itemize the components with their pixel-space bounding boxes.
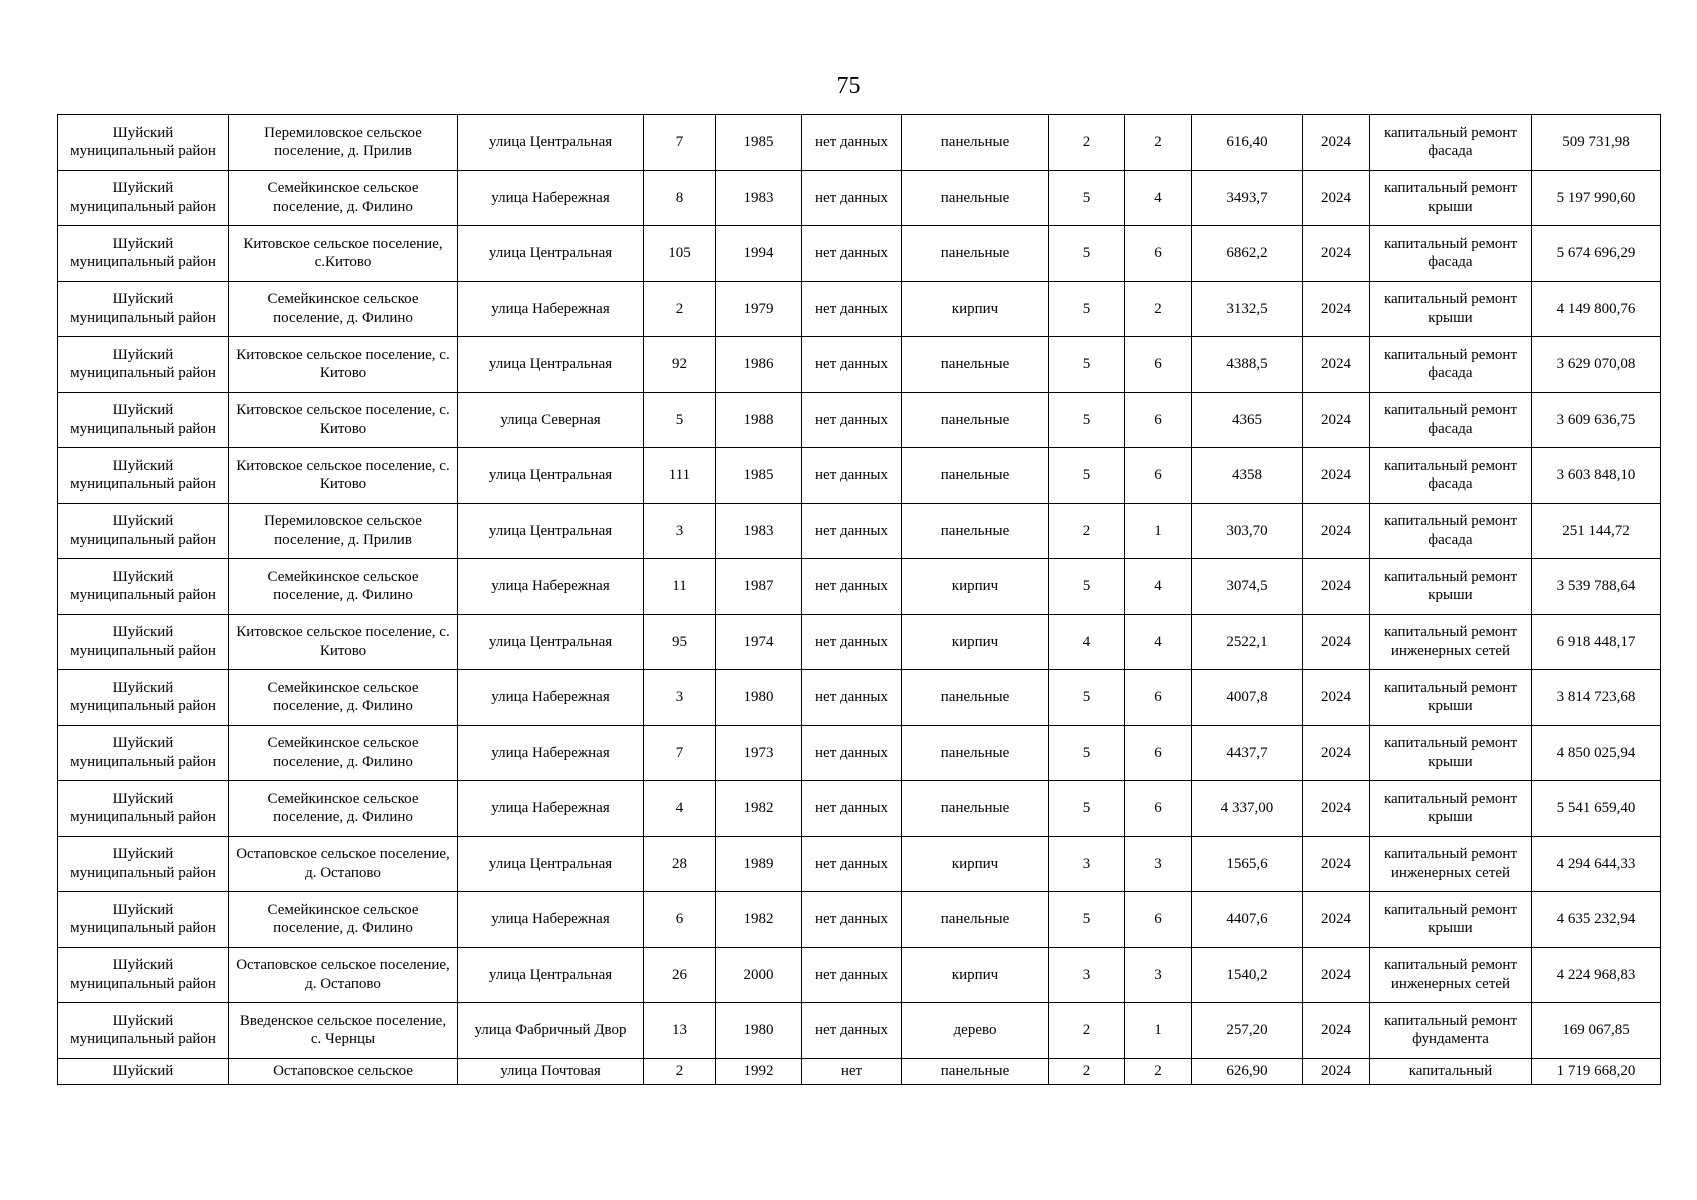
cell-floors: 5 (1049, 392, 1125, 448)
cell-house-number: 5 (644, 392, 716, 448)
cell-street: улица Набережная (458, 781, 644, 837)
table-row (58, 503, 1661, 559)
cell-cost: 169 067,85 (1532, 1003, 1661, 1059)
table-row (58, 1058, 1661, 1084)
cell-year-built: 1974 (716, 614, 802, 670)
cell-area: 4407,6 (1192, 892, 1303, 948)
cell-entrances: 2 (1125, 281, 1192, 337)
cell-house-number: 8 (644, 170, 716, 226)
cell-wall-material: дерево (902, 1003, 1049, 1059)
cell-floors: 2 (1049, 1058, 1125, 1084)
cell-plan-year: 2024 (1303, 115, 1370, 171)
cell-street: улица Центральная (458, 115, 644, 171)
table-row (58, 670, 1661, 726)
cell-work-type: капитальный ремонт инженерных сетей (1370, 614, 1532, 670)
cell-house-number: 7 (644, 115, 716, 171)
cell-wall-data: нет (802, 1058, 902, 1084)
cell-work-type: капитальный ремонт крыши (1370, 892, 1532, 948)
cell-year-built: 1979 (716, 281, 802, 337)
cell-plan-year: 2024 (1303, 337, 1370, 393)
cell-street: улица Набережная (458, 670, 644, 726)
cell-cost: 3 609 636,75 (1532, 392, 1661, 448)
cell-work-type: капитальный ремонт фасада (1370, 226, 1532, 282)
cell-plan-year: 2024 (1303, 670, 1370, 726)
cell-street: улица Центральная (458, 614, 644, 670)
cell-work-type: капитальный ремонт фасада (1370, 337, 1532, 393)
cell-district: Шуйский муниципальный район (58, 115, 229, 171)
cell-street: улица Почтовая (458, 1058, 644, 1084)
cell-house-number: 3 (644, 670, 716, 726)
cell-wall-material: панельные (902, 1058, 1049, 1084)
cell-area: 4437,7 (1192, 725, 1303, 781)
cell-year-built: 1988 (716, 392, 802, 448)
cell-wall-material: панельные (902, 115, 1049, 171)
cell-floors: 5 (1049, 781, 1125, 837)
cell-cost: 5 197 990,60 (1532, 170, 1661, 226)
table-row (58, 448, 1661, 504)
cell-street: улица Набережная (458, 281, 644, 337)
cell-district: Шуйский муниципальный район (58, 947, 229, 1003)
cell-settlement: Остаповское сельское поселение, д. Остапово (229, 947, 458, 1003)
cell-street: улица Центральная (458, 337, 644, 393)
cell-year-built: 1987 (716, 559, 802, 615)
cell-settlement: Введенское сельское поселение, с. Чернцы (229, 1003, 458, 1059)
cell-entrances: 1 (1125, 503, 1192, 559)
cell-district: Шуйский муниципальный район (58, 503, 229, 559)
cell-work-type: капитальный ремонт инженерных сетей (1370, 836, 1532, 892)
cell-year-built: 1986 (716, 337, 802, 393)
cell-year-built: 1985 (716, 448, 802, 504)
cell-settlement: Семейкинское сельское поселение, д. Филино (229, 670, 458, 726)
cell-area: 257,20 (1192, 1003, 1303, 1059)
cell-entrances: 6 (1125, 448, 1192, 504)
cell-district: Шуйский муниципальный район (58, 448, 229, 504)
cell-wall-data: нет данных (802, 226, 902, 282)
cell-year-built: 1980 (716, 1003, 802, 1059)
cell-settlement: Семейкинское сельское поселение, д. Филино (229, 170, 458, 226)
cell-entrances: 4 (1125, 614, 1192, 670)
cell-wall-material: панельные (902, 781, 1049, 837)
cell-wall-data: нет данных (802, 781, 902, 837)
cell-wall-material: панельные (902, 725, 1049, 781)
cell-plan-year: 2024 (1303, 170, 1370, 226)
cell-wall-data: нет данных (802, 1003, 902, 1059)
cell-wall-material: панельные (902, 337, 1049, 393)
cell-street: улица Центральная (458, 448, 644, 504)
cell-wall-data: нет данных (802, 892, 902, 948)
cell-cost: 4 224 968,83 (1532, 947, 1661, 1003)
table-row (58, 614, 1661, 670)
cell-wall-material: панельные (902, 226, 1049, 282)
cell-wall-material: кирпич (902, 281, 1049, 337)
cell-house-number: 2 (644, 281, 716, 337)
cell-wall-data: нет данных (802, 559, 902, 615)
cell-wall-data: нет данных (802, 836, 902, 892)
cell-floors: 5 (1049, 725, 1125, 781)
cell-work-type: капитальный ремонт крыши (1370, 281, 1532, 337)
table-row (58, 1003, 1661, 1059)
cell-district: Шуйский муниципальный район (58, 781, 229, 837)
cell-plan-year: 2024 (1303, 559, 1370, 615)
cell-floors: 3 (1049, 836, 1125, 892)
cell-floors: 2 (1049, 503, 1125, 559)
table-row (58, 115, 1661, 171)
cell-entrances: 6 (1125, 670, 1192, 726)
cell-plan-year: 2024 (1303, 614, 1370, 670)
cell-wall-data: нет данных (802, 115, 902, 171)
cell-floors: 4 (1049, 614, 1125, 670)
cell-area: 303,70 (1192, 503, 1303, 559)
cell-entrances: 2 (1125, 1058, 1192, 1084)
cell-district: Шуйский муниципальный район (58, 836, 229, 892)
cell-area: 6862,2 (1192, 226, 1303, 282)
cell-work-type: капитальный ремонт крыши (1370, 559, 1532, 615)
cell-plan-year: 2024 (1303, 1003, 1370, 1059)
cell-settlement: Семейкинское сельское поселение, д. Филино (229, 781, 458, 837)
cell-floors: 5 (1049, 670, 1125, 726)
cell-floors: 5 (1049, 448, 1125, 504)
cell-floors: 5 (1049, 337, 1125, 393)
table-row (58, 836, 1661, 892)
cell-entrances: 6 (1125, 892, 1192, 948)
cell-wall-material: кирпич (902, 836, 1049, 892)
cell-year-built: 1982 (716, 781, 802, 837)
cell-street: улица Набережная (458, 170, 644, 226)
cell-cost: 3 814 723,68 (1532, 670, 1661, 726)
cell-district: Шуйский муниципальный район (58, 337, 229, 393)
cell-plan-year: 2024 (1303, 281, 1370, 337)
cell-house-number: 3 (644, 503, 716, 559)
cell-work-type: капитальный ремонт инженерных сетей (1370, 947, 1532, 1003)
cell-district: Шуйский муниципальный район (58, 281, 229, 337)
cell-district: Шуйский муниципальный район (58, 392, 229, 448)
cell-area: 4007,8 (1192, 670, 1303, 726)
cell-district: Шуйский муниципальный район (58, 1003, 229, 1059)
table-row (58, 781, 1661, 837)
cell-settlement: Китовское сельское поселение, с. Китово (229, 448, 458, 504)
cell-street: улица Центральная (458, 836, 644, 892)
cell-floors: 5 (1049, 226, 1125, 282)
table-row (58, 947, 1661, 1003)
cell-area: 2522,1 (1192, 614, 1303, 670)
cell-cost: 4 635 232,94 (1532, 892, 1661, 948)
cell-work-type: капитальный ремонт крыши (1370, 670, 1532, 726)
cell-entrances: 1 (1125, 1003, 1192, 1059)
cell-house-number: 105 (644, 226, 716, 282)
cell-house-number: 11 (644, 559, 716, 615)
cell-wall-material: панельные (902, 670, 1049, 726)
cell-year-built: 1992 (716, 1058, 802, 1084)
table-row (58, 337, 1661, 393)
cell-street: улица Центральная (458, 947, 644, 1003)
cell-cost: 5 541 659,40 (1532, 781, 1661, 837)
cell-area: 3493,7 (1192, 170, 1303, 226)
cell-cost: 3 629 070,08 (1532, 337, 1661, 393)
cell-area: 616,40 (1192, 115, 1303, 171)
cell-floors: 5 (1049, 892, 1125, 948)
cell-cost: 1 719 668,20 (1532, 1058, 1661, 1084)
cell-cost: 3 603 848,10 (1532, 448, 1661, 504)
cell-year-built: 2000 (716, 947, 802, 1003)
table-row (58, 559, 1661, 615)
cell-street: улица Центральная (458, 503, 644, 559)
cell-wall-material: панельные (902, 892, 1049, 948)
cell-wall-data: нет данных (802, 281, 902, 337)
cell-work-type: капитальный ремонт фундамента (1370, 1003, 1532, 1059)
cell-settlement: Китовское сельское поселение, с. Китово (229, 614, 458, 670)
cell-settlement: Остаповское сельское (229, 1058, 458, 1084)
cell-year-built: 1973 (716, 725, 802, 781)
cell-entrances: 2 (1125, 115, 1192, 171)
cell-work-type: капитальный ремонт фасада (1370, 392, 1532, 448)
cell-cost: 509 731,98 (1532, 115, 1661, 171)
cell-house-number: 28 (644, 836, 716, 892)
cell-wall-data: нет данных (802, 670, 902, 726)
cell-area: 3132,5 (1192, 281, 1303, 337)
cell-area: 4358 (1192, 448, 1303, 504)
table-row (58, 170, 1661, 226)
cell-house-number: 13 (644, 1003, 716, 1059)
cell-settlement: Семейкинское сельское поселение, д. Филино (229, 281, 458, 337)
cell-year-built: 1982 (716, 892, 802, 948)
cell-district: Шуйский муниципальный район (58, 892, 229, 948)
cell-plan-year: 2024 (1303, 392, 1370, 448)
cell-settlement: Перемиловское сельское поселение, д. Прилив (229, 115, 458, 171)
cell-district: Шуйский муниципальный район (58, 725, 229, 781)
cell-wall-data: нет данных (802, 725, 902, 781)
cell-street: улица Северная (458, 392, 644, 448)
cell-district: Шуйский муниципальный район (58, 614, 229, 670)
cell-floors: 2 (1049, 115, 1125, 171)
cell-plan-year: 2024 (1303, 725, 1370, 781)
cell-house-number: 4 (644, 781, 716, 837)
cell-district: Шуйский муниципальный район (58, 170, 229, 226)
cell-district: Шуйский (58, 1058, 229, 1084)
cell-entrances: 3 (1125, 947, 1192, 1003)
cell-settlement: Перемиловское сельское поселение, д. Прилив (229, 503, 458, 559)
cell-floors: 5 (1049, 281, 1125, 337)
cell-house-number: 26 (644, 947, 716, 1003)
cell-wall-material: панельные (902, 448, 1049, 504)
cell-area: 626,90 (1192, 1058, 1303, 1084)
cell-district: Шуйский муниципальный район (58, 226, 229, 282)
cell-year-built: 1980 (716, 670, 802, 726)
cell-wall-material: панельные (902, 503, 1049, 559)
cell-area: 3074,5 (1192, 559, 1303, 615)
cell-floors: 2 (1049, 1003, 1125, 1059)
cell-cost: 4 149 800,76 (1532, 281, 1661, 337)
cell-settlement: Остаповское сельское поселение, д. Остапово (229, 836, 458, 892)
housing-registry-table (57, 114, 1661, 1085)
cell-cost: 4 850 025,94 (1532, 725, 1661, 781)
cell-area: 1540,2 (1192, 947, 1303, 1003)
cell-wall-material: кирпич (902, 614, 1049, 670)
cell-entrances: 6 (1125, 392, 1192, 448)
cell-work-type: капитальный (1370, 1058, 1532, 1084)
cell-wall-material: панельные (902, 392, 1049, 448)
cell-house-number: 6 (644, 892, 716, 948)
cell-entrances: 4 (1125, 170, 1192, 226)
cell-entrances: 6 (1125, 725, 1192, 781)
cell-district: Шуйский муниципальный район (58, 559, 229, 615)
table-row (58, 892, 1661, 948)
cell-house-number: 7 (644, 725, 716, 781)
cell-wall-material: кирпич (902, 947, 1049, 1003)
cell-wall-material: кирпич (902, 559, 1049, 615)
cell-street: улица Фабричный Двор (458, 1003, 644, 1059)
cell-entrances: 3 (1125, 836, 1192, 892)
cell-wall-data: нет данных (802, 392, 902, 448)
cell-cost: 251 144,72 (1532, 503, 1661, 559)
table-row (58, 392, 1661, 448)
table-row (58, 226, 1661, 282)
cell-house-number: 95 (644, 614, 716, 670)
cell-wall-data: нет данных (802, 448, 902, 504)
cell-settlement: Семейкинское сельское поселение, д. Филино (229, 725, 458, 781)
cell-street: улица Набережная (458, 892, 644, 948)
cell-street: улица Набережная (458, 559, 644, 615)
cell-wall-material: панельные (902, 170, 1049, 226)
cell-house-number: 111 (644, 448, 716, 504)
cell-settlement: Семейкинское сельское поселение, д. Филино (229, 892, 458, 948)
cell-house-number: 2 (644, 1058, 716, 1084)
table-row (58, 725, 1661, 781)
cell-wall-data: нет данных (802, 170, 902, 226)
cell-year-built: 1983 (716, 503, 802, 559)
cell-wall-data: нет данных (802, 503, 902, 559)
cell-street: улица Набережная (458, 725, 644, 781)
cell-floors: 5 (1049, 170, 1125, 226)
table-row (58, 281, 1661, 337)
cell-work-type: капитальный ремонт фасада (1370, 503, 1532, 559)
cell-plan-year: 2024 (1303, 781, 1370, 837)
cell-year-built: 1985 (716, 115, 802, 171)
cell-year-built: 1983 (716, 170, 802, 226)
cell-work-type: капитальный ремонт фасада (1370, 115, 1532, 171)
cell-area: 4388,5 (1192, 337, 1303, 393)
cell-plan-year: 2024 (1303, 892, 1370, 948)
cell-entrances: 6 (1125, 337, 1192, 393)
cell-entrances: 4 (1125, 559, 1192, 615)
page-number: 75 (836, 73, 861, 99)
cell-settlement: Китовское сельское поселение, с. Китово (229, 392, 458, 448)
cell-year-built: 1994 (716, 226, 802, 282)
cell-settlement: Семейкинское сельское поселение, д. Филино (229, 559, 458, 615)
cell-entrances: 6 (1125, 226, 1192, 282)
cell-work-type: капитальный ремонт крыши (1370, 170, 1532, 226)
cell-settlement: Китовское сельское поселение, с.Китово (229, 226, 458, 282)
cell-floors: 3 (1049, 947, 1125, 1003)
cell-year-built: 1989 (716, 836, 802, 892)
cell-plan-year: 2024 (1303, 448, 1370, 504)
cell-plan-year: 2024 (1303, 226, 1370, 282)
cell-cost: 4 294 644,33 (1532, 836, 1661, 892)
cell-work-type: капитальный ремонт крыши (1370, 725, 1532, 781)
cell-cost: 5 674 696,29 (1532, 226, 1661, 282)
cell-street: улица Центральная (458, 226, 644, 282)
cell-area: 1565,6 (1192, 836, 1303, 892)
cell-entrances: 6 (1125, 781, 1192, 837)
cell-plan-year: 2024 (1303, 1058, 1370, 1084)
cell-wall-data: нет данных (802, 337, 902, 393)
cell-floors: 5 (1049, 559, 1125, 615)
cell-cost: 6 918 448,17 (1532, 614, 1661, 670)
cell-wall-data: нет данных (802, 614, 902, 670)
cell-work-type: капитальный ремонт крыши (1370, 781, 1532, 837)
cell-settlement: Китовское сельское поселение, с. Китово (229, 337, 458, 393)
cell-plan-year: 2024 (1303, 503, 1370, 559)
cell-district: Шуйский муниципальный район (58, 670, 229, 726)
cell-work-type: капитальный ремонт фасада (1370, 448, 1532, 504)
cell-plan-year: 2024 (1303, 836, 1370, 892)
cell-wall-data: нет данных (802, 947, 902, 1003)
cell-area: 4365 (1192, 392, 1303, 448)
cell-cost: 3 539 788,64 (1532, 559, 1661, 615)
cell-area: 4 337,00 (1192, 781, 1303, 837)
cell-house-number: 92 (644, 337, 716, 393)
cell-plan-year: 2024 (1303, 947, 1370, 1003)
